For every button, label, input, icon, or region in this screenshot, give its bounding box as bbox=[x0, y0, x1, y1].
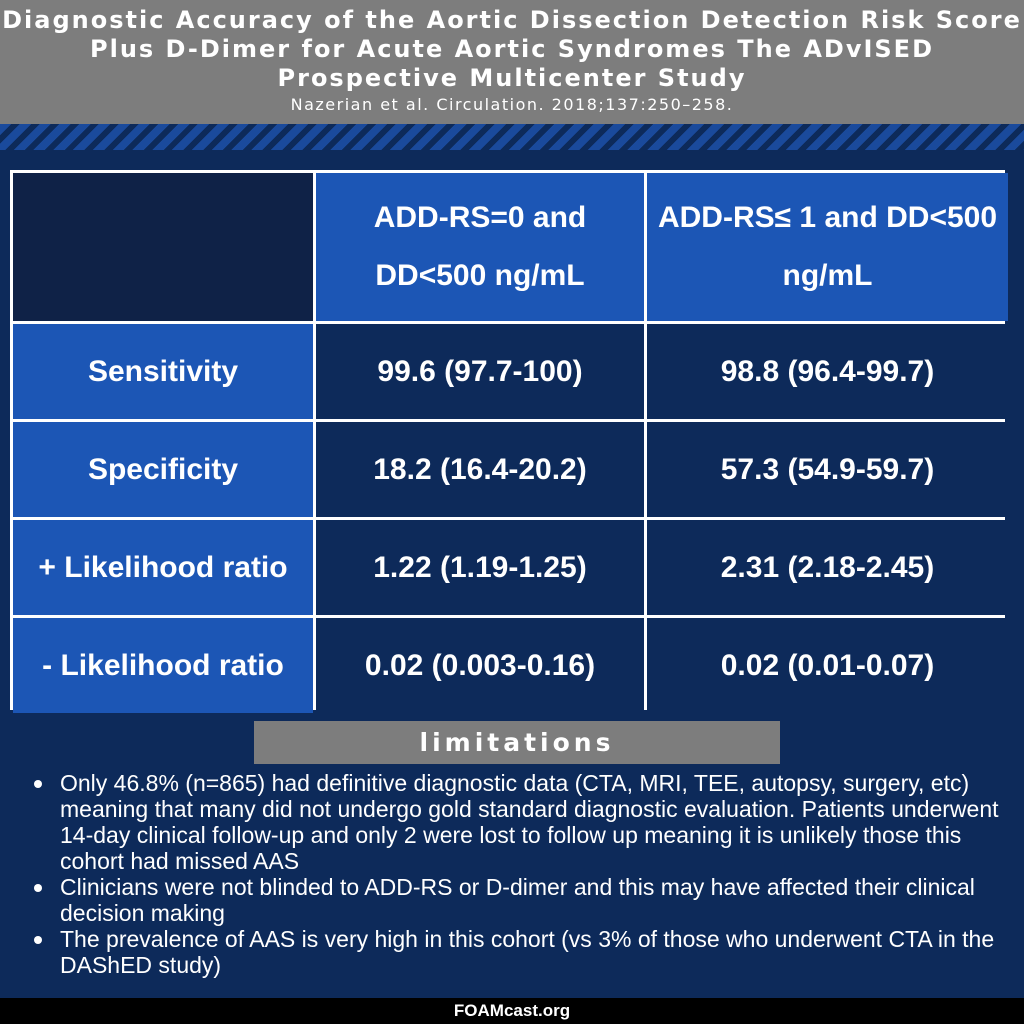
table-cell: 1.22 (1.19-1.25) bbox=[316, 520, 644, 615]
footer-link[interactable]: FOAMcast.org bbox=[0, 998, 1024, 1024]
page-title: Diagnostic Accuracy of the Aortic Dissection Detection Risk Score Plus D-Dimer for Acute Aortic Syndromes The ADvISED Prospective Multicenter Study bbox=[2, 6, 1022, 92]
bullet-icon bbox=[34, 884, 42, 892]
table-cell: 2.31 (2.18-2.45) bbox=[647, 520, 1008, 615]
table-cell: 0.02 (0.01-0.07) bbox=[647, 618, 1008, 713]
list-item bbox=[30, 874, 1010, 926]
bullet-icon bbox=[34, 936, 42, 944]
list-item bbox=[30, 770, 1010, 874]
results-table bbox=[10, 170, 1005, 710]
table-cell: 99.6 (97.7-100) bbox=[316, 324, 644, 419]
table-cell: 0.02 (0.003-0.16) bbox=[316, 618, 644, 713]
limitation-text: Only 46.8% (n=865) had definitive diagnostic data (CTA, MRI, TEE, autopsy, surgery, etc) meaning that many did not undergo gold standard diagnostic evaluation. Patients underwent 14-day clinical follow-up and only 2 were lost to follow up meaning it is unlikely those this cohort had missed AAS bbox=[60, 770, 999, 874]
row-header-negative-lr: - Likelihood ratio bbox=[13, 618, 313, 713]
list-item bbox=[30, 926, 1010, 978]
stripe-divider bbox=[0, 124, 1024, 150]
row-header-sensitivity: Sensitivity bbox=[13, 324, 313, 419]
table-cell: 18.2 (16.4-20.2) bbox=[316, 422, 644, 517]
bullet-icon bbox=[34, 780, 42, 788]
limitations-list bbox=[30, 770, 1010, 978]
limitations-heading: limitations bbox=[254, 721, 780, 764]
header-banner bbox=[0, 0, 1024, 124]
column-header-add-rs-0: ADD-RS=0 and DD<500 ng/mL bbox=[316, 173, 644, 321]
row-header-positive-lr: + Likelihood ratio bbox=[13, 520, 313, 615]
column-header-add-rs-1: ADD-RS≤ 1 and DD<500 ng/mL bbox=[647, 173, 1008, 321]
citation: Nazerian et al. Circulation. 2018;137:250–258. bbox=[290, 95, 734, 114]
table-cell: 57.3 (54.9-59.7) bbox=[647, 422, 1008, 517]
row-header-specificity: Specificity bbox=[13, 422, 313, 517]
limitation-text: Clinicians were not blinded to ADD-RS or D-dimer and this may have affected their clinical decision making bbox=[60, 874, 975, 926]
table-corner-cell bbox=[13, 173, 313, 321]
table-cell: 98.8 (96.4-99.7) bbox=[647, 324, 1008, 419]
limitation-text: The prevalence of AAS is very high in this cohort (vs 3% of those who underwent CTA in the DAShED study) bbox=[60, 926, 995, 978]
